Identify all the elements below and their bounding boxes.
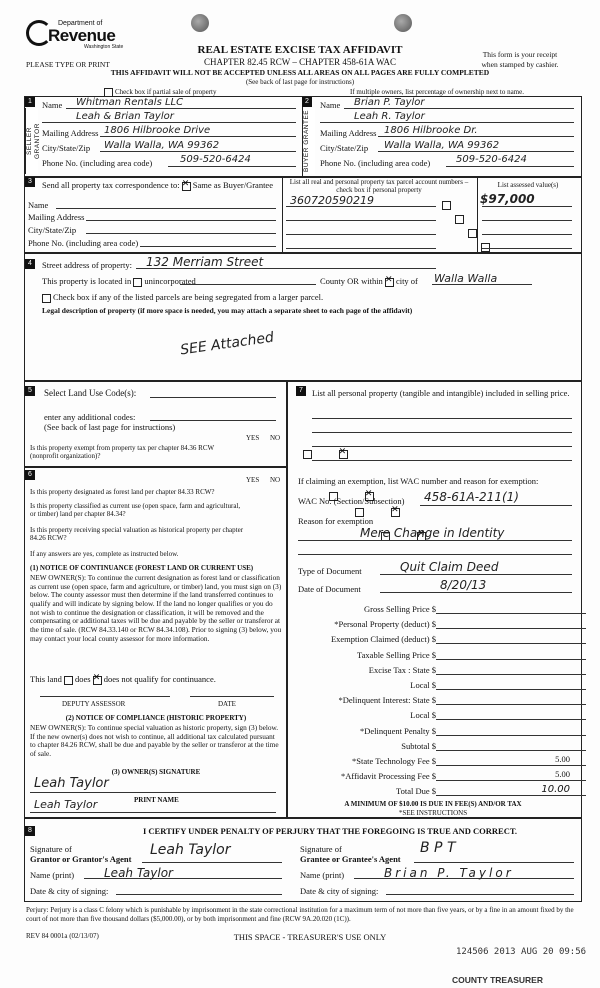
amount-value: 10.00 <box>541 784 570 795</box>
seller-phone-label: Phone No. (including area code) <box>42 158 153 168</box>
buyer-name-label: Name <box>320 100 341 110</box>
doc-date-value[interactable]: 8/20/13 <box>440 578 487 592</box>
section-4-box <box>24 252 582 382</box>
does-not-checkbox[interactable] <box>93 676 102 685</box>
additional-codes-label: enter any additional codes: <box>44 412 136 422</box>
agency-state: Washington State <box>84 44 124 50</box>
amount-input[interactable] <box>436 603 586 614</box>
punch-hole-right <box>394 14 412 32</box>
legal-description-value[interactable]: SEE Attached <box>179 329 275 359</box>
wac-label: WAC No. (Section/Subsection) <box>298 496 405 506</box>
grantor-print-value[interactable]: Leah Taylor <box>104 866 173 880</box>
see-back-note: (See back of last page for instructions) <box>245 78 355 86</box>
amount-label: Local $ <box>410 710 436 720</box>
amount-label: *Delinquent Interest: State $ <box>338 695 436 705</box>
if-yes-note: If any answers are yes, complete as instructed below. <box>30 550 179 558</box>
current-use-question: Is this property classified as current use (open space, farm and agricultural, or timber) land per chapter 84.34? <box>30 502 241 519</box>
additional-codes-input[interactable] <box>150 420 276 421</box>
parcel-1-personal-checkbox[interactable] <box>442 201 451 210</box>
amount-label: Gross Selling Price $ <box>363 604 436 614</box>
grantor-date-city-input[interactable] <box>116 894 282 895</box>
deputy-assessor-line[interactable] <box>40 696 170 697</box>
s3-city-input[interactable] <box>86 233 276 234</box>
grantee-signature-line[interactable] <box>414 862 574 863</box>
seller-name-value[interactable]: Whitman Rentals LLC <box>76 97 184 108</box>
amount-label: Taxable Selling Price $ <box>357 650 436 660</box>
section-3-number: 3 <box>25 177 35 187</box>
amount-input[interactable] <box>436 664 586 675</box>
s5-yes-header: YES <box>246 434 260 442</box>
owner-print-value[interactable]: Leah Taylor <box>34 798 98 811</box>
notice2-title: (2) NOTICE OF COMPLIANCE (HISTORIC PROPERTY) <box>65 714 247 722</box>
owner-signature-label: (3) OWNER(S) SIGNATURE <box>111 768 201 776</box>
seller-mailing-label: Mailing Address <box>42 128 99 138</box>
certify-statement: I CERTIFY UNDER PENALTY OF PERJURY THAT THE FOREGOING IS TRUE AND CORRECT. <box>142 826 517 836</box>
agency-brand: Revenue <box>48 26 116 45</box>
parcel-2-personal-checkbox[interactable] <box>455 215 464 224</box>
grantor-signature-line[interactable] <box>142 862 282 863</box>
print-name-label: PRINT NAME <box>134 796 179 804</box>
parcel-value[interactable]: 360720590219 <box>290 194 374 207</box>
grantor-sig-of: Signature of <box>30 844 72 854</box>
amount-label: *Personal Property (deduct) $ <box>334 619 436 629</box>
reason-label: Reason for exemption <box>298 516 374 526</box>
s3-name-label: Name <box>28 200 49 210</box>
buyer-phone-value[interactable]: 509-520-6424 <box>456 154 527 165</box>
exempt-question: Is this property exempt from property tax per chapter 84.36 RCW (nonprofit organization)? <box>30 444 214 461</box>
amount-input[interactable] <box>436 679 586 690</box>
seller-city-value[interactable]: Walla Walla, WA 99362 <box>104 140 220 151</box>
assessed-header: List assessed value(s) <box>497 181 559 189</box>
deputy-date-line[interactable] <box>190 696 274 697</box>
amount-value: 5.00 <box>555 754 570 764</box>
assessed-value[interactable]: $97,000 <box>480 192 535 206</box>
continuance-row: This land does ✕ does not qualify for continuance. <box>30 674 216 685</box>
section-5-number: 5 <box>25 386 35 396</box>
city-value[interactable]: Walla Walla <box>434 272 498 285</box>
buyer-mailing-value[interactable]: 1806 Hilbrooke Dr. <box>384 125 478 136</box>
please-type: PLEASE TYPE OR PRINT <box>26 60 110 69</box>
grantor-print-label: Name (print) <box>30 870 75 880</box>
segregated-checkbox[interactable] <box>42 294 51 303</box>
amount-input[interactable] <box>436 633 586 644</box>
amount-input[interactable] <box>436 618 586 629</box>
seller-phone-value[interactable]: 509-520-6424 <box>180 154 251 165</box>
does-checkbox[interactable] <box>64 676 73 685</box>
county-treasurer: COUNTY TREASURER <box>452 975 543 985</box>
perjury-note: Perjury: Perjury is a class C felony which is punishable by imprisonment in the state correctional institution for a maximum term of not more than five years, or by a fine in an amount fixed by the court of not more than five thousand dollars ($5,000.00), or by both imprisonment and fine (RCW 9A.20.020 (1C)). <box>26 906 574 923</box>
street-value[interactable]: 132 Merriam Street <box>146 255 264 269</box>
amount-label: Subtotal $ <box>401 741 436 751</box>
s6-no-header: NO <box>270 476 281 484</box>
s3-name-input[interactable] <box>56 208 276 209</box>
section-6-number: 6 <box>25 470 35 480</box>
amount-input[interactable] <box>436 709 586 720</box>
city-of-checkbox[interactable] <box>385 278 394 287</box>
amount-label: Local $ <box>410 680 436 690</box>
amount-label: *State Technology Fee $ <box>352 756 436 766</box>
seller-mailing-value[interactable]: 1806 Hilbrooke Drive <box>104 125 211 136</box>
amount-input[interactable] <box>436 649 586 660</box>
grantor-date-city-label: Date & city of signing: <box>30 886 109 896</box>
form-title: REAL ESTATE EXCISE TAX AFFIDAVIT <box>197 44 403 56</box>
grantee-date-city-label: Date & city of signing: <box>300 886 379 896</box>
treasurer-space-label: THIS SPACE - TREASURER'S USE ONLY <box>233 932 387 942</box>
amount-input[interactable] <box>436 694 586 705</box>
same-as-buyer-checkbox[interactable] <box>182 182 191 191</box>
personal-property-label: List all personal property (tangible and intangible) included in selling price. <box>312 388 570 398</box>
section-1-number: 1 <box>25 97 35 107</box>
land-use-label: Select Land Use Code(s): <box>44 388 137 398</box>
deputy-assessor-label: DEPUTY ASSESSOR <box>62 700 126 708</box>
buyer-name-value-2[interactable]: Leah R. Taylor <box>354 111 425 122</box>
claiming-exemption-label: If claiming an exemption, list WAC number and reason for exemption: <box>298 476 539 486</box>
amount-label: *Delinquent Penalty $ <box>359 726 436 736</box>
amount-label: Total Due $ <box>395 786 436 796</box>
parcel-header: List all real and personal property tax parcel account numbers – check box if personal property <box>289 178 469 195</box>
treasurer-stamp: 124506 2013 AUG 20 09:56 <box>456 947 587 957</box>
buyer-name-value[interactable]: Brian P. Taylor <box>354 97 425 108</box>
buyer-city-value[interactable]: Walla Walla, WA 99362 <box>384 140 500 151</box>
reason-value[interactable]: Mere Change in Identity <box>360 526 505 540</box>
doc-type-value[interactable]: Quit Claim Deed <box>400 560 499 574</box>
grantor-signature-icon: Leah Taylor <box>150 842 231 858</box>
notice1-text: NEW OWNER(S): To continue the current designation as forest land or classification as current use (open space, farm and agriculture, or timber) land, you must sign on (3) below. The county assessor must then determine if the land transferred continues to qualify and will indicate by signing below. If the land no longer qualifies or you do not wish to continue the designation or classification, it will be removed and the compensating or additional taxes will be due and payable by the seller or transferor at the time of sale. (RCW 84.33.140 or RCW 84.34.108). Prior to signing (3) below, you may contact your local county assessor for more information. <box>30 573 282 643</box>
rev-number: REV 84 0001a (02/13/07) <box>26 932 99 940</box>
agency-line: Department of <box>58 20 103 27</box>
owner-signature-value[interactable]: Leah Taylor <box>34 776 109 791</box>
unincorporated-checkbox[interactable] <box>133 278 142 287</box>
s3-phone-label: Phone No. (including area code) <box>28 238 139 248</box>
segregated-row: Check box if any of the listed parcels are being segregated from a larger parcel. <box>42 292 323 303</box>
amount-value: 5.00 <box>555 769 570 779</box>
street-label: Street address of property: <box>42 260 132 270</box>
seller-side-label: SELLER GRANTOR <box>25 108 38 174</box>
s6-yes-header: YES <box>246 476 260 484</box>
city-of-row: County OR within ✕ city of <box>320 276 418 287</box>
parcel-3-personal-checkbox[interactable] <box>468 229 477 238</box>
notice2-text: NEW OWNER(S): To continue special valuation as historic property, sign (3) below. If the new owner(s) does not wish to continue, all additional tax calculated pursuant to chapter 84.26 RCW, shall be due and payable by the seller or transferor at the time of sale. <box>30 723 279 759</box>
section-8-number: 8 <box>25 826 35 836</box>
forest-question: Is this property designated as forest land per chapter 84.33 RCW? <box>30 488 215 496</box>
doc-date-label: Date of Document <box>298 584 361 594</box>
s3-city-label: City/State/Zip <box>28 225 77 235</box>
section-2-number: 2 <box>302 97 312 107</box>
buyer-city-label: City/State/Zip <box>320 143 369 153</box>
seller-name-label: Name <box>42 100 63 110</box>
section-7-number: 7 <box>296 386 306 396</box>
section-4-number: 4 <box>25 259 35 269</box>
amount-label: Excise Tax : State $ <box>368 665 436 675</box>
receipt-note-1: This form is your receipt <box>482 50 558 59</box>
form-warning: THIS AFFIDAVIT WILL NOT BE ACCEPTED UNLESS ALL AREAS ON ALL PAGES ARE FULLY COMPLETED <box>110 68 490 77</box>
grantee-print-value[interactable]: Brian P. Taylor <box>384 866 514 880</box>
partial-sale-row: Check box if partial sale of property <box>104 88 216 97</box>
form-chapters: CHAPTER 82.45 RCW – CHAPTER 458-61A WAC <box>204 57 396 67</box>
doc-type-label: Type of Document <box>298 566 362 576</box>
seller-name-value-2[interactable]: Leah & Brian Taylor <box>76 111 174 122</box>
legal-description-label: Legal description of property (if more space is needed, you may attach a separate sheet to each page of the affidavit) <box>42 306 413 315</box>
grantee-date-city-input[interactable] <box>386 894 574 895</box>
s3-phone-input[interactable] <box>140 246 276 247</box>
buyer-phone-label: Phone No. (including area code) <box>320 158 431 168</box>
see-back-5: (See back of last page for instructions) <box>44 422 176 432</box>
grantee-signature-icon: B P T <box>420 840 456 856</box>
land-use-input[interactable] <box>150 397 276 398</box>
buyer-side-label: BUYER GRANTEE <box>302 108 315 174</box>
located-row: This property is located in unincorporated <box>42 276 196 286</box>
amount-input[interactable] <box>436 740 586 751</box>
deputy-date-label: DATE <box>218 700 236 708</box>
receipt-note-2: when stamped by cashier. <box>481 60 559 69</box>
grantee-sig-of: Signature of <box>300 844 342 854</box>
multiple-owners-note: If multiple owners, list percentage of ownership next to name. <box>350 88 524 96</box>
historic-question: Is this property receiving special valuation as historical property per chapter 84.26 RCW? <box>30 526 244 543</box>
s3-mailing-label: Mailing Address <box>28 212 85 222</box>
amount-label: Exemption Claimed (deduct) $ <box>330 634 436 644</box>
notice1-title: (1) NOTICE OF CONTINUANCE (FOREST LAND OR CURRENT USE) <box>30 564 254 572</box>
grantee-print-label: Name (print) <box>300 870 345 880</box>
s5-no-header: NO <box>270 434 281 442</box>
punch-hole-left <box>191 14 209 32</box>
send-correspondence-row: Send all property tax correspondence to: ✕ Same as Buyer/Grantee <box>42 180 273 191</box>
minimum-due-note: A MINIMUM OF $10.00 IS DUE IN FEE(S) AND/OR TAX <box>344 800 522 808</box>
amount-input[interactable] <box>436 725 586 736</box>
buyer-mailing-label: Mailing Address <box>320 128 377 138</box>
amount-label: *Affidavit Processing Fee $ <box>341 771 436 781</box>
grantee-agent-label: Grantee or Grantee's Agent <box>300 854 401 864</box>
s3-mailing-input[interactable] <box>86 220 276 221</box>
grantor-agent-label: Grantor or Grantor's Agent <box>30 854 132 864</box>
wac-value[interactable]: 458-61A-211(1) <box>424 490 519 504</box>
seller-city-label: City/State/Zip <box>42 143 91 153</box>
see-instructions-note: *SEE INSTRUCTIONS <box>398 809 468 817</box>
